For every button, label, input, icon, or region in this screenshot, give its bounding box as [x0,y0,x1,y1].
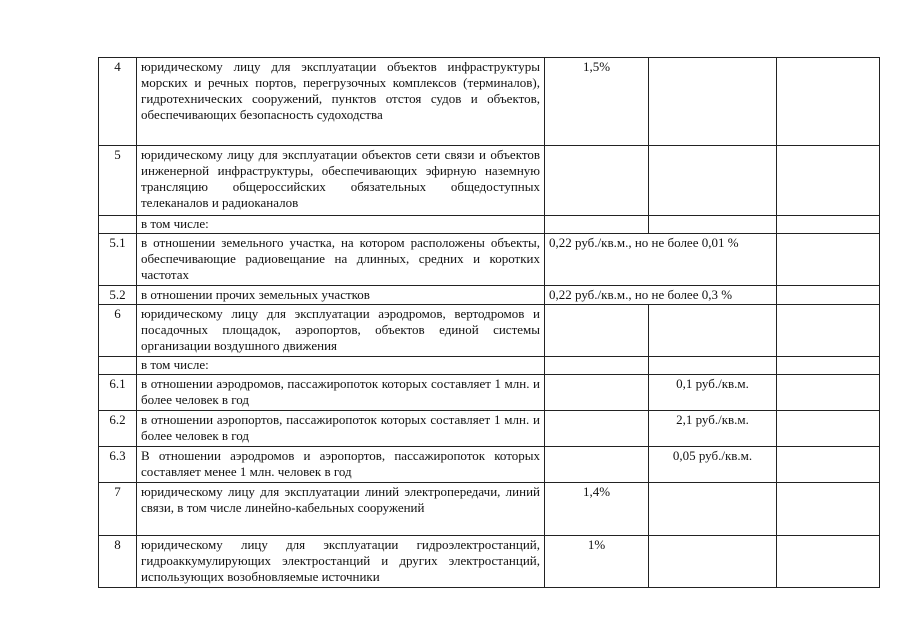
empty-cell [649,146,777,216]
empty-cell [649,483,777,536]
row-rate: 2,1 руб./кв.м. [649,411,777,447]
empty-cell [649,58,777,146]
row-description: в том числе: [137,216,545,234]
row-description: юридическому лицу для эксплуатации линий электропередачи, линий связи, в том числе линейно-кабельных сооружений [137,483,545,536]
row-number: 8 [99,536,137,588]
row-description: в отношении аэропортов, пассажиропоток которых составляет 1 млн. и более человек в год [137,411,545,447]
empty-cell [545,375,649,411]
empty-cell [649,216,777,234]
table-row [99,58,880,146]
empty-cell [99,357,137,375]
empty-cell [545,357,649,375]
empty-cell [777,216,880,234]
row-description: в том числе: [137,357,545,375]
row-number: 6.1 [99,375,137,411]
row-description: юридическому лицу для эксплуатации объектов инфраструктуры морских и речных портов, перегрузочных комплексов (терминалов), гидротехнических сооружений, пунктов отстоя судов и объектов, обеспечивающих безопасность судоходства [137,58,545,146]
empty-cell [777,536,880,588]
row-description: В отношении аэродромов и аэропортов, пассажиропоток которых составляет менее 1 млн. человек в год [137,447,545,483]
table-row [99,483,880,536]
empty-cell [777,305,880,357]
empty-cell [649,357,777,375]
table-row [99,305,880,357]
table-row [99,286,880,305]
row-rate: 1% [545,536,649,588]
empty-cell [777,483,880,536]
empty-cell [545,216,649,234]
row-description: в отношении аэродромов, пассажиропоток которых составляет 1 млн. и более человек в год [137,375,545,411]
row-description: юридическому лицу для эксплуатации гидроэлектростанций, гидроаккумулирующих электростанций и других электростанций, использующих возобновляемые источники [137,536,545,588]
table-row [99,536,880,588]
row-rate: 0,22 руб./кв.м., но не более 0,01 % [545,234,777,286]
row-number: 5 [99,146,137,216]
row-number: 6.2 [99,411,137,447]
empty-cell [545,305,649,357]
row-rate: 0,1 руб./кв.м. [649,375,777,411]
row-number: 5.2 [99,286,137,305]
row-number: 6.3 [99,447,137,483]
empty-cell [777,411,880,447]
table-row [99,234,880,286]
row-description: юридическому лицу для эксплуатации объектов сети связи и объектов инженерной инфраструктуры, обеспечивающих эфирную наземную трансляцию общероссийских обязательных общедоступных телеканалов и радиоканалов [137,146,545,216]
empty-cell [777,58,880,146]
empty-cell [777,286,880,305]
table-row [99,216,880,234]
table-row [99,146,880,216]
table-row [99,447,880,483]
empty-cell [777,375,880,411]
rates-table [98,57,880,588]
row-rate: 0,22 руб./кв.м., но не более 0,3 % [545,286,777,305]
empty-cell [777,357,880,375]
row-rate: 0,05 руб./кв.м. [649,447,777,483]
empty-cell [649,536,777,588]
empty-cell [545,447,649,483]
empty-cell [649,305,777,357]
empty-cell [99,216,137,234]
empty-cell [545,411,649,447]
row-rate: 1,4% [545,483,649,536]
empty-cell [777,447,880,483]
row-number: 6 [99,305,137,357]
row-number: 5.1 [99,234,137,286]
table-row [99,375,880,411]
table-row [99,357,880,375]
row-description: юридическому лицу для эксплуатации аэродромов, вертодромов и посадочных площадок, аэропортов, объектов единой системы организации воздушного движения [137,305,545,357]
empty-cell [777,146,880,216]
row-number: 4 [99,58,137,146]
row-number: 7 [99,483,137,536]
empty-cell [545,146,649,216]
row-description: в отношении земельного участка, на котором расположены объекты, обеспечивающие радиовещание на длинных, средних и коротких частотах [137,234,545,286]
empty-cell [777,234,880,286]
table-row [99,411,880,447]
row-rate: 1,5% [545,58,649,146]
row-description: в отношении прочих земельных участков [137,286,545,305]
